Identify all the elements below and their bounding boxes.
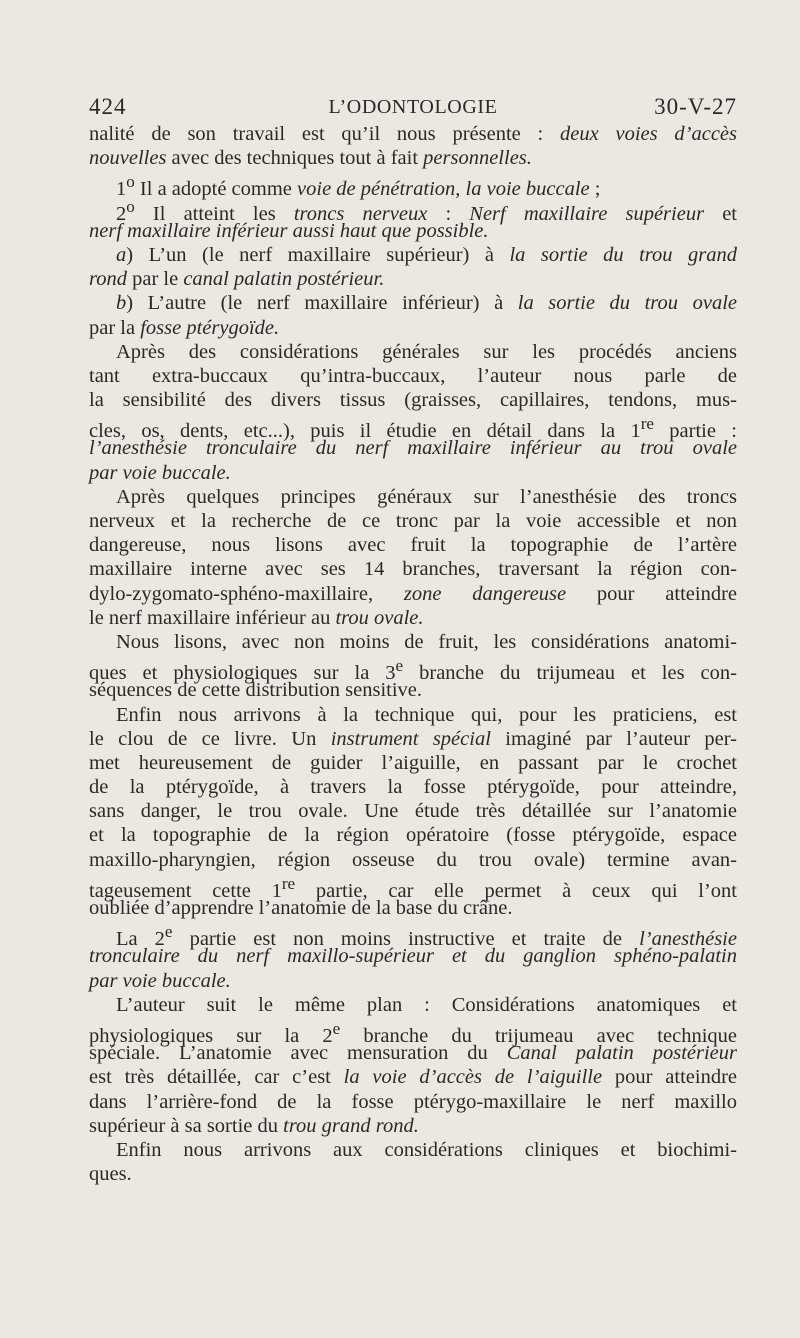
text-line: de la ptérygoïde, à travers la fosse ptérygoïde, pour atteindre, <box>89 776 737 799</box>
text-line: 1$^o$ Il a adopté comme voie de pénétration, la voie buccale ; <box>116 172 601 201</box>
text-line: oubliée d’apprendre l’anatomie de la base du crâne. <box>89 897 513 919</box>
text-line: par voie buccale. <box>89 969 231 992</box>
text-line: tant extra-buccaux qu’intra-buccaux, l’auteur nous parle de <box>89 364 737 387</box>
text-line: supérieur à sa sortie du trou grand rond. <box>89 1114 419 1137</box>
text-line: le nerf maxillaire inférieur au trou ovale. <box>89 606 424 629</box>
running-header <box>89 94 737 124</box>
text-line: nerf maxillaire inférieur aussi haut que possible. <box>89 219 489 242</box>
journal-title: L’ODONTOLOGIE <box>328 96 498 118</box>
text-line: spéciale. L’anatomie avec mensuration du Canal palatin postérieur <box>89 1042 737 1065</box>
text-line: nalité de son travail est qu’il nous présente : deux voies d’accès <box>89 123 738 145</box>
text-line: nouvelles avec des techniques tout à fait personnelles. <box>89 147 532 170</box>
text-line: cles, os, dents, etc...), puis il étudie en détail dans la 1re partie : <box>89 414 737 443</box>
text-line: L’auteur suit le même plan : Considérations anatomiques et <box>116 993 737 1016</box>
text-line: sans danger, le trou ovale. Une étude très détaillée sur l’anatomie <box>89 800 737 823</box>
text-line: ques et physiologiques sur la 3e branche du trijumeau et les con- <box>89 656 737 684</box>
text-line: dans l’arrière-fond de la fosse ptérygo-maxillaire le nerf maxillo <box>89 1090 737 1113</box>
text-line: met heureusement de guider l’aiguille, en passant par le crochet <box>89 751 737 774</box>
text-line: Enfin nous arrivons à la technique qui, pour les praticiens, est <box>116 703 737 726</box>
text-line: La 2e partie est non moins instructive et traite de l’anesthésie <box>116 922 737 951</box>
text-line: dangereuse, nous lisons avec fruit la topographie de l’artère <box>89 534 737 557</box>
text-line: rond par le canal palatin postérieur. <box>89 268 385 291</box>
text-line: séquences de cette distribution sensitive. <box>89 679 423 702</box>
issue-date: 30-V-27 <box>654 94 737 119</box>
text-line: nerveux et la recherche de ce tronc par la voie accessible et non <box>89 510 737 532</box>
text-line: maxillaire interne avec ses 14 branches, traversant la région con- <box>89 558 737 581</box>
text-line: a) L’un (le nerf maxillaire supérieur) à la sortie du trou grand <box>116 243 737 266</box>
text-line: tageusement cette 1re partie, car elle permet à ceux qui l’ont <box>89 873 737 902</box>
text-line: Enfin nous arrivons aux considérations cliniques et biochimi- <box>116 1138 737 1161</box>
text-line: Nous lisons, avec non moins de fruit, les considérations anatomi- <box>116 630 737 653</box>
text-line: b) L’autre (le nerf maxillaire inférieur) à la sortie du trou ovale <box>116 292 737 315</box>
text-line: par la fosse ptérygoïde. <box>89 316 280 339</box>
text-line: est très détaillée, car c’est la voie d’accès de l’aiguille pour atteindre <box>89 1066 737 1089</box>
text-line: dylo-zygomato-sphéno-maxillaire, zone dangereuse pour atteindre <box>89 582 737 605</box>
text-line: l’anesthésie tronculaire du nerf maxillaire inférieur au trou ovale <box>89 437 737 460</box>
text-line: maxillo-pharyngien, région osseuse du trou ovale) termine avan- <box>89 848 737 871</box>
text-line: Après des considérations générales sur les procédés anciens <box>116 340 737 363</box>
text-line: tronculaire du nerf maxillo-supérieur et du ganglion sphéno-palatin <box>89 945 737 968</box>
text-line: la sensibilité des divers tissus (graisses, capillaires, tendons, mus- <box>89 389 737 412</box>
text-line: et la topographie de la région opératoire (fosse ptérygoïde, espace <box>89 824 737 847</box>
text-line: le clou de ce livre. Un instrument spécial imaginé par l’auteur per- <box>89 727 737 750</box>
text-line: Après quelques principes généraux sur l’anesthésie des troncs <box>116 485 737 508</box>
text-line: 2$^o$ Il atteint les troncs nerveux : Nerf maxillaire supérieur et <box>116 196 737 225</box>
text-line: par voie buccale. <box>89 461 231 484</box>
body-text <box>89 122 737 1186</box>
text-line: ques. <box>89 1163 132 1186</box>
text-line: physiologiques sur la 2e branche du trijumeau avec technique <box>89 1018 737 1047</box>
page-number: 424 <box>89 94 127 119</box>
